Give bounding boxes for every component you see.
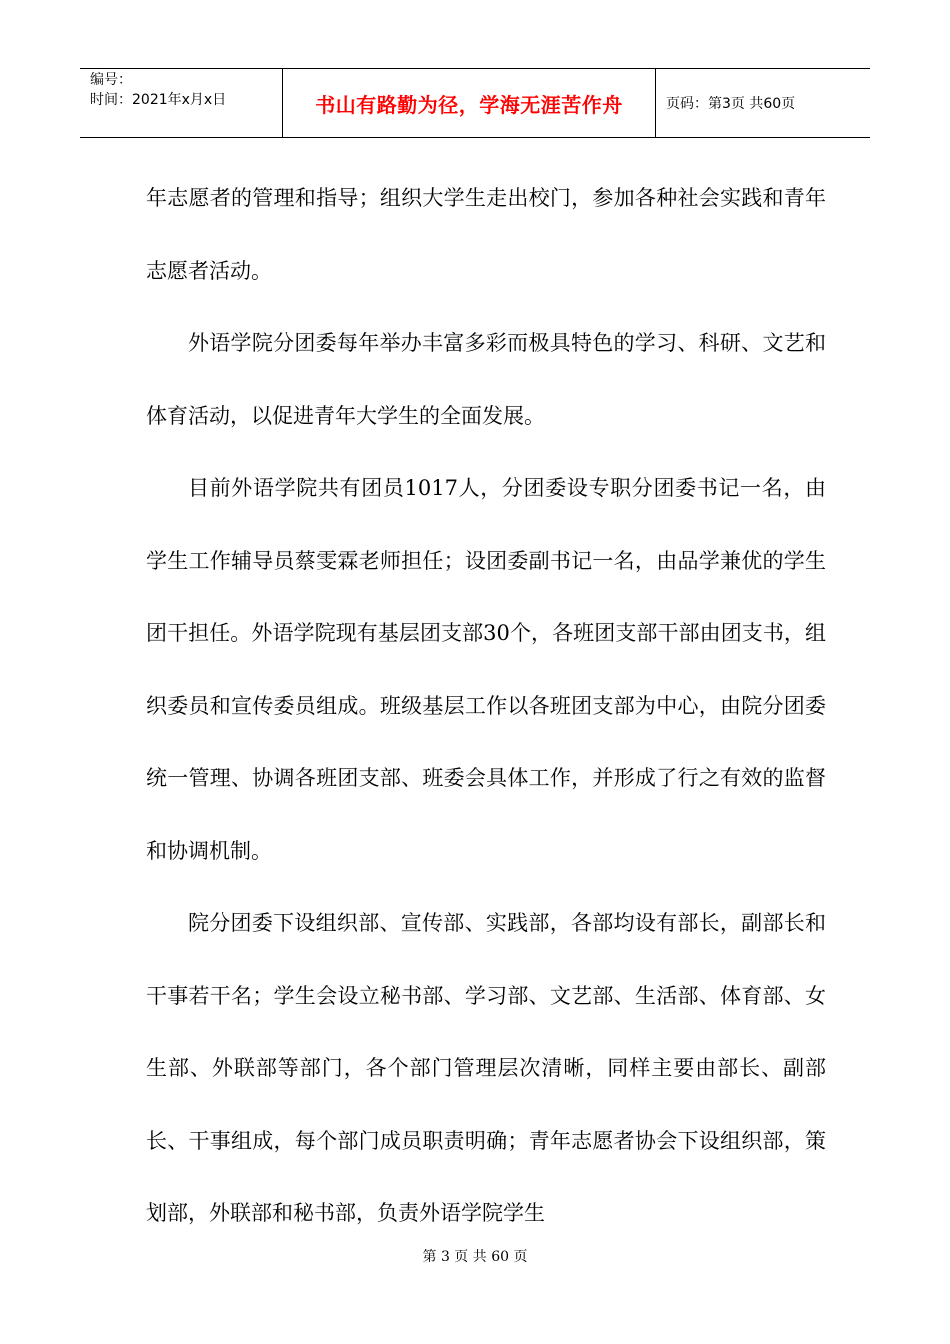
time-label: 时间：2021年x月x日 bbox=[90, 92, 227, 108]
header-motto: 书山有路勤为径，学海无涯苦作舟 bbox=[283, 69, 656, 137]
page-footer: 第 3 页 共 60 页 bbox=[422, 1249, 528, 1265]
paragraph: 外语学院分团委每年举办丰富多彩而极具特色的学习、科研、文艺和体育活动，以促进青年大学生的全面发展。 bbox=[146, 331, 826, 428]
document-body bbox=[146, 162, 826, 1250]
number-label: 编号： bbox=[90, 72, 132, 88]
page-header bbox=[80, 68, 870, 138]
header-meta bbox=[80, 69, 283, 137]
paragraph: 目前外语学院共有团员1017人，分团委设专职分团委书记一名，由学生工作辅导员蔡雯霖老师担任；设团委副书记一名，由品学兼优的学生团干担任。外语学院现有基层团支部30个，各班团支部干部由团支书，组织委员和宣传委员组成。班级基层工作以各班团支部为中心，由院分团委统一管理、协调各班团支部、班委会具体工作，并形成了行之有效的监督和协调机制。 bbox=[146, 476, 826, 863]
header-page-info: 页码：第3页 共60页 bbox=[666, 96, 796, 112]
paragraph: 年志愿者的管理和指导；组织大学生走出校门，参加各种社会实践和青年志愿者活动。 bbox=[146, 186, 826, 283]
paragraph: 院分团委下设组织部、宣传部、实践部，各部均设有部长，副部长和干事若干名；学生会设立秘书部、学习部、文艺部、生活部、体育部、女生部、外联部等部门，各个部门管理层次清晰，同样主要由部长、副部长、干事组成，每个部门成员职责明确；青年志愿者协会下设组织部，策划部，外联部和秘书部，负责外语学院学生 bbox=[146, 911, 826, 1225]
